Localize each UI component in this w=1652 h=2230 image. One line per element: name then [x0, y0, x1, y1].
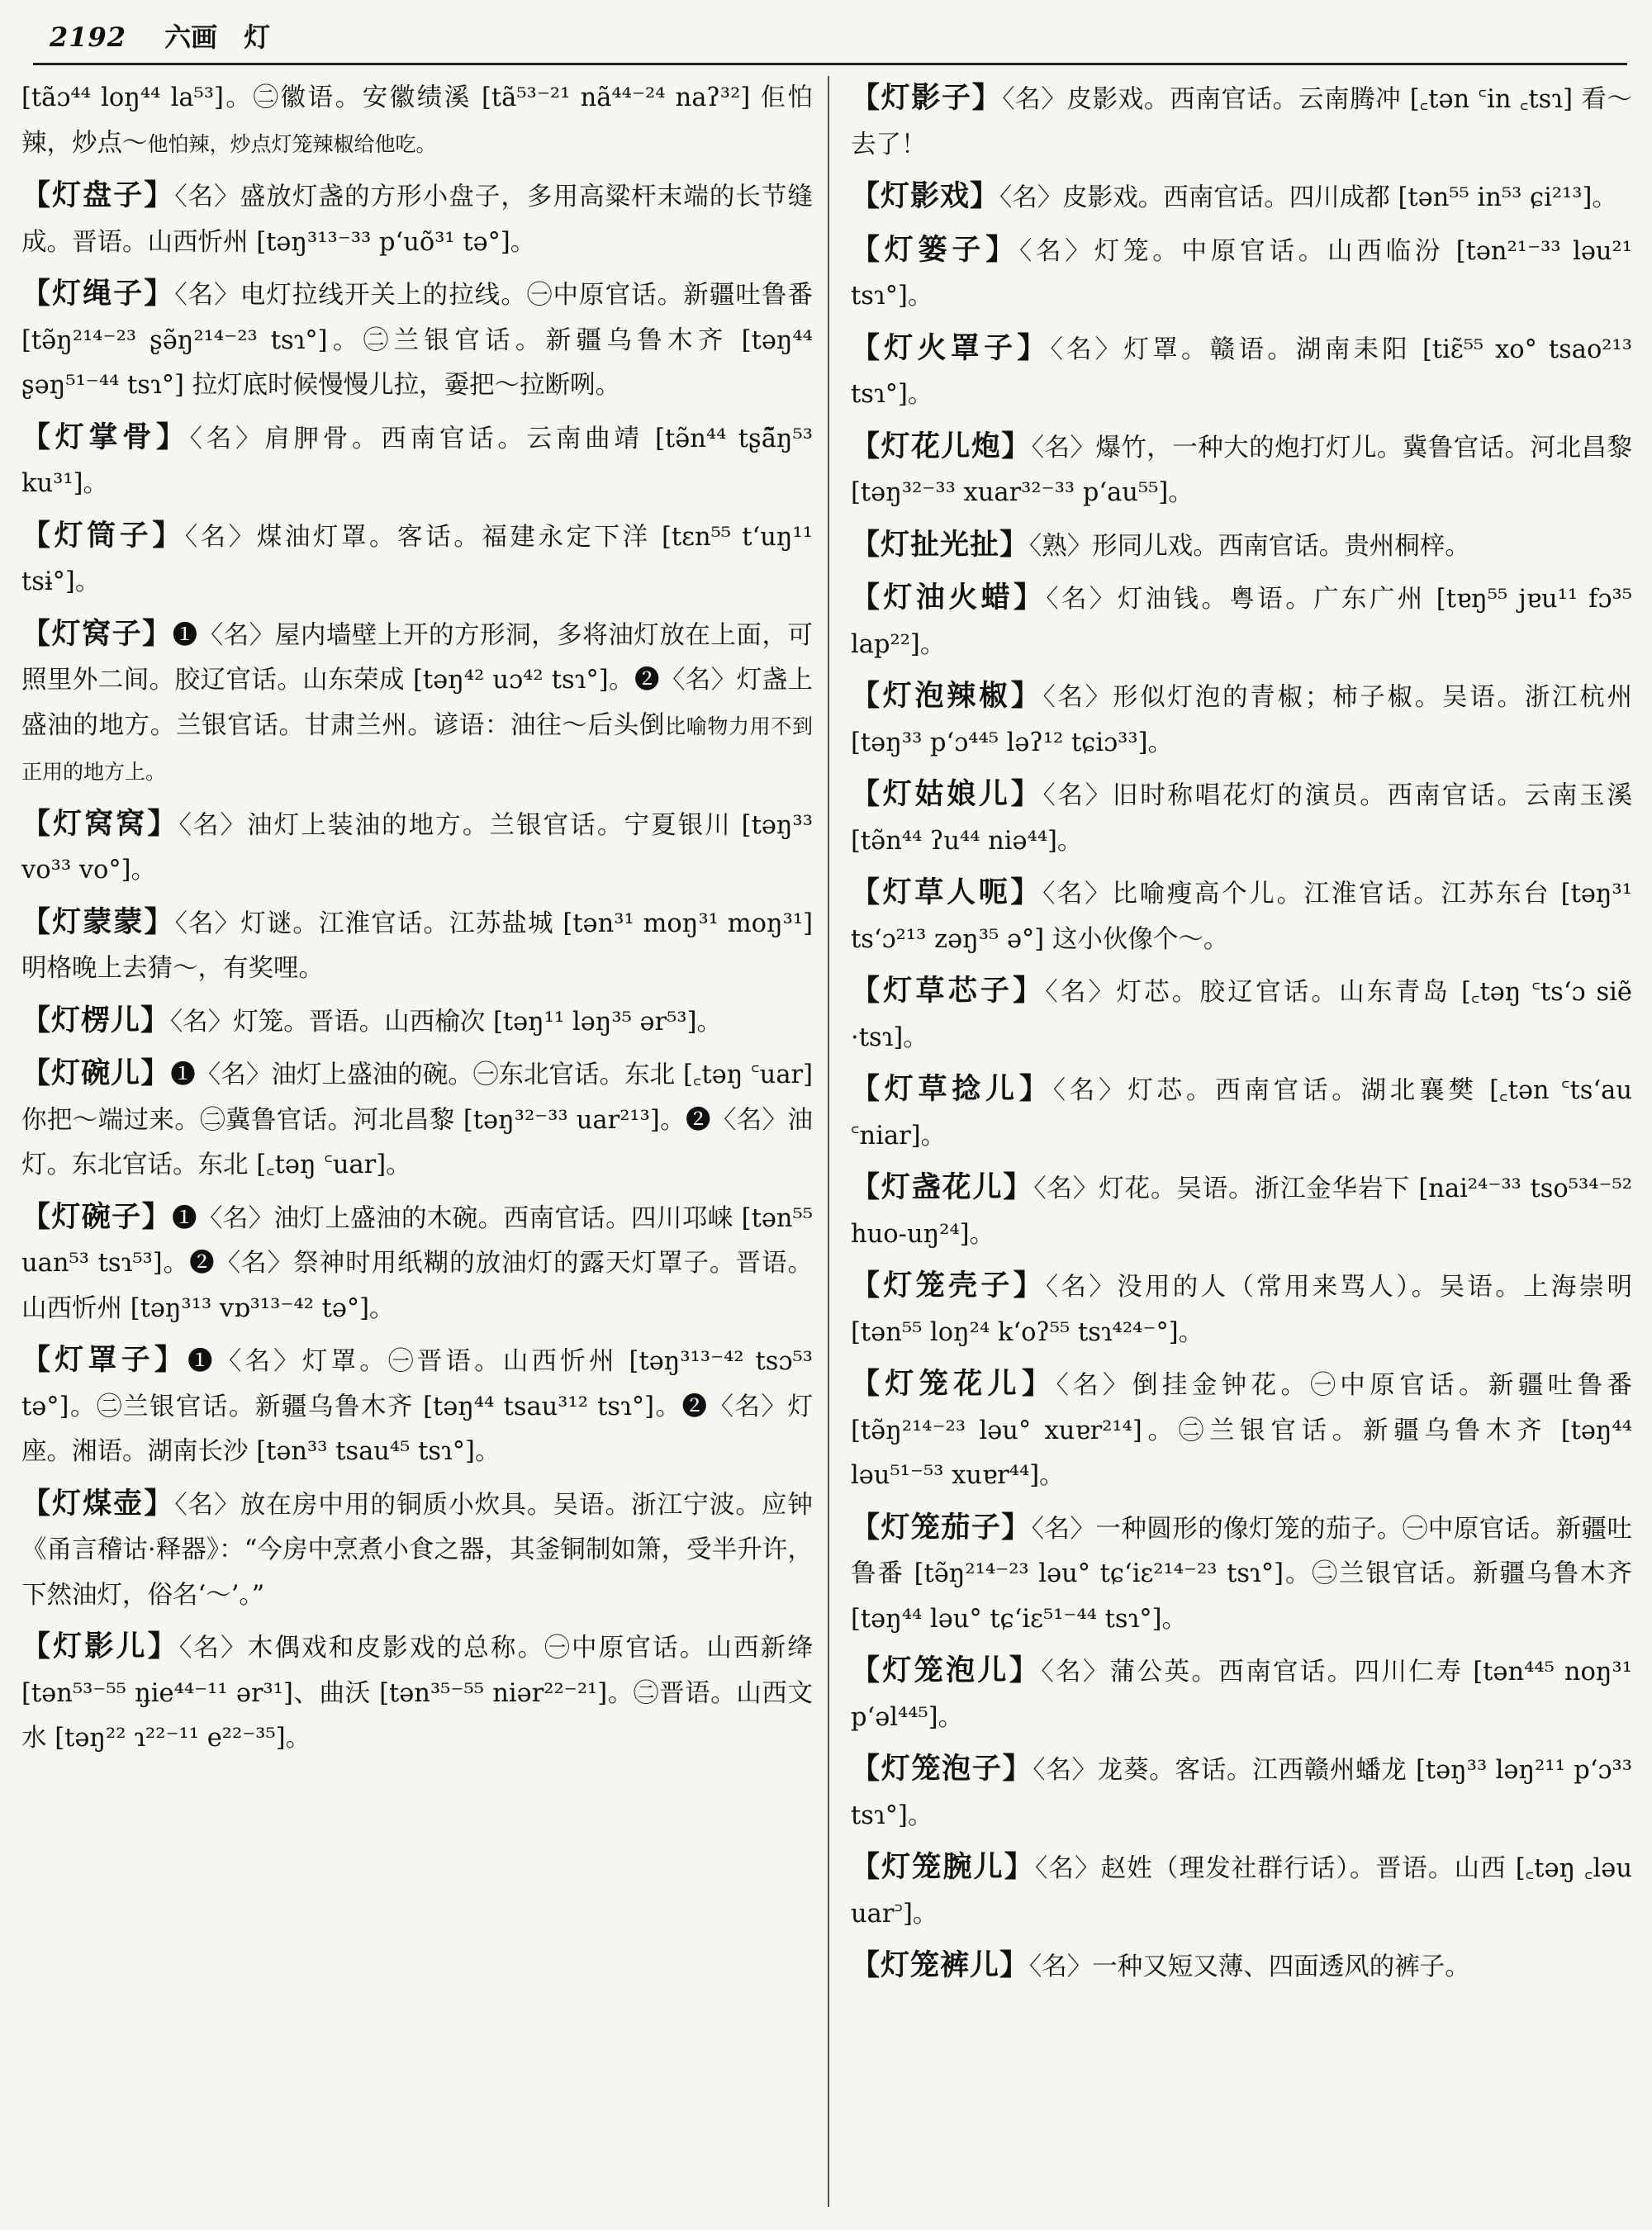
- dictionary-entry: [851, 1506, 1632, 1643]
- dictionary-entry: [851, 1165, 1632, 1257]
- entry-definition: 〈名〉旧时称唱花灯的演员。西南官话。云南玉溪 [tə̃n⁴⁴ ʔu⁴⁴ niə⁴⁴]。: [851, 781, 1632, 856]
- dictionary-entry: [851, 523, 1632, 570]
- entry-headword: 【灯姑娘儿】: [851, 777, 1043, 811]
- dictionary-entry: [21, 514, 813, 605]
- dictionary-entry: [851, 76, 1632, 168]
- dictionary-entry: [21, 1051, 813, 1189]
- entry-headword: 【灯窝子】: [21, 616, 173, 651]
- entry-definition: 〈名〉一种圆形的像灯笼的茄子。㊀中原官话。新疆吐鲁番 [tə̃ŋ²¹⁴⁻²³ ləu° tɕ‘iɛ²¹⁴⁻²³ tsɿ°]。㊁兰银官话。新疆乌鲁木齐 [təŋ⁴⁴ ləu° tɕ‘iɛ⁵¹⁻⁴⁴ tsɿ°]。: [851, 1514, 1632, 1634]
- entry-headword: 【灯笼茄子】: [851, 1510, 1032, 1544]
- dictionary-entry: [851, 228, 1632, 320]
- entry-definition: 〈名〉油灯上装油的地方。兰银官话。宁夏银川 [təŋ³³ vo³³ vo°]。: [21, 810, 813, 885]
- header-rule: [33, 63, 1627, 65]
- entry-headword: 【灯笼泡儿】: [851, 1654, 1042, 1687]
- dictionary-entry: [21, 272, 813, 409]
- entry-headword: 【灯笼泡子】: [851, 1752, 1033, 1786]
- entry-definition: 〈名〉皮影戏。西南官话。四川成都 [tən⁵⁵ in⁵³ ɕi²¹³]。: [999, 183, 1617, 212]
- entry-headword: 【灯笼壳子】: [851, 1269, 1046, 1302]
- dictionary-entry: [851, 1264, 1632, 1355]
- dictionary-entry: [21, 76, 813, 167]
- entry-definition: 〈熟〉形同儿戏。西南官话。贵州桐梓。: [1029, 531, 1470, 561]
- entry-definition: 〈名〉龙葵。客话。江西赣州蟠龙 [təŋ³³ ləŋ²¹¹ p‘ɔ³³ tsɿ°]。: [851, 1756, 1632, 1830]
- dictionary-entry: [851, 1943, 1632, 1990]
- entry-headword: 【灯窝窝】: [21, 806, 179, 841]
- entry-headword: 【灯筒子】: [21, 518, 185, 553]
- entry-example-note: 他怕辣，炒点灯笼辣椒给他吃。: [147, 131, 437, 156]
- dictionary-entry: [21, 802, 813, 894]
- entry-definition: 〈名〉蒲公英。西南官话。四川仁寿 [tən⁴⁴⁵ noŋ³¹ p‘əl⁴⁴⁵]。: [851, 1658, 1632, 1732]
- entry-definition: ❶〈名〉屋内墙壁上开的方形洞，多将油灯放在上面，可照里外二间。胶辽官话。山东荣成 [təŋ⁴² uɔ⁴² tsɿ°]。❷〈名〉灯盏上盛油的地方。兰银官话。甘肃兰州。谚语：油往～后头倒: [21, 620, 813, 740]
- entry-definition: ❶〈名〉油灯上盛油的碗。㊀东北官话。东北 [꜀təŋ ꜂uar] 你把～端过来。㊁冀鲁官话。河北昌黎 [təŋ³²⁻³³ uar²¹³]。❷〈名〉油灯。东北官话。东北 [꜀təŋ ꜂uar]。: [21, 1060, 813, 1179]
- left-column: [21, 76, 813, 2207]
- entry-headword: 【灯扯光扯】: [851, 527, 1030, 562]
- dictionary-entry: [851, 969, 1632, 1060]
- entry-definition: 〈名〉灯油钱。粤语。广东广州 [tɐŋ⁵⁵ jɐu¹¹ fɔ³⁵ lap²²]。: [851, 585, 1632, 659]
- dictionary-entry: [21, 1482, 813, 1619]
- dictionary-entry: [851, 871, 1632, 962]
- dictionary-entry: [851, 674, 1632, 766]
- entry-headword: 【灯花儿炮】: [851, 429, 1032, 463]
- entry-headword: 【灯碗儿】: [21, 1056, 171, 1090]
- entry-headword: 【灯影儿】: [21, 1630, 179, 1663]
- column-divider: [828, 76, 829, 2207]
- dictionary-entry: [851, 1067, 1632, 1159]
- dictionary-entry: [21, 1625, 813, 1762]
- entry-definition: 〈名〉形似灯泡的青椒；柿子椒。吴语。浙江杭州 [təŋ³³ p‘ɔ⁴⁴⁵ ləʔ¹² tɕiɔ³³]。: [851, 683, 1632, 757]
- dictionary-entry: [851, 1845, 1632, 1937]
- entry-headword: 【灯碗子】: [21, 1199, 172, 1234]
- entry-headword: 【灯楞儿】: [21, 1003, 171, 1037]
- entry-example-note: 比喻物力用不到正用的地方上。: [21, 714, 813, 784]
- dictionary-entry: [851, 174, 1632, 221]
- entry-definition: 〈名〉倒挂金钟花。㊀中原官话。新疆吐鲁番 [tə̃ŋ²¹⁴⁻²³ ləu° xuɐr²¹⁴]。㊁兰银官话。新疆乌鲁木齐 [təŋ⁴⁴ ləu⁵¹⁻⁵³ xuɐr⁴⁴]。: [851, 1371, 1632, 1490]
- entry-definition: [tãɔ⁴⁴ loŋ⁴⁴ la⁵³]。㊁徽语。安徽绩溪 [tã⁵³⁻²¹ nã⁴⁴⁻²⁴ naʔ³²] 佢怕辣，炒点～: [21, 83, 813, 158]
- entry-definition: 〈名〉灯芯。胶辽官话。山东青岛 [꜀təŋ ꜂ts‘ɔ siẽ ·tsɿ]。: [851, 978, 1632, 1052]
- entry-headword: 【灯草芯子】: [851, 974, 1046, 1008]
- page-number: 2192: [50, 21, 127, 53]
- entry-definition: 〈名〉没用的人（常用来骂人）。吴语。上海崇明 [tən⁵⁵ loŋ²⁴ k‘oʔ⁵⁵ tsɿ⁴²⁴⁻°]。: [851, 1273, 1632, 1347]
- dictionary-entry: [851, 1362, 1632, 1499]
- dictionary-entry: [851, 1649, 1632, 1740]
- entry-definition: 〈名〉木偶戏和皮影戏的总称。㊀中原官话。山西新绛 [tən⁵³⁻⁵⁵ n̡ie⁴⁴⁻¹¹ ər³¹]、曲沃 [tən³⁵⁻⁵⁵ niər²²⁻²¹]。㊁晋语。山西文水 [təŋ²² ɿ²²⁻¹¹ e²²⁻³⁵]。: [21, 1634, 813, 1753]
- entry-definition: 〈名〉赵姓（理发社群行话）。晋语。山西 [꜀təŋ ꜀ləu uar꜄]。: [851, 1854, 1632, 1929]
- dictionary-entry: [851, 772, 1632, 864]
- entry-headword: 【灯影戏】: [851, 179, 1000, 213]
- right-column: [851, 76, 1632, 2207]
- entry-headword: 【灯蒙蒙】: [21, 904, 175, 939]
- entry-definition: 〈名〉灯花。吴语。浙江金华岩下 [nai²⁴⁻³³ tso⁵³⁴⁻⁵² huo-uŋ²⁴]。: [851, 1174, 1632, 1249]
- entry-definition: 〈名〉电灯拉线开关上的拉线。㊀中原官话。新疆吐鲁番 [tə̃ŋ²¹⁴⁻²³ ʂə̃ŋ²¹⁴⁻²³ tsɿ°]。㊁兰银官话。新疆乌鲁木齐 [təŋ⁴⁴ ʂəŋ⁵¹⁻⁴⁴ tsɿ°] 拉灯底时候慢慢儿拉，嫑把～拉断咧。: [21, 281, 813, 400]
- entry-definition: 〈名〉盛放灯盏的方形小盘子，多用高粱杆末端的长节缝成。晋语。山西忻州 [təŋ³¹³⁻³³ p‘uõ³¹ tə°]。: [21, 183, 813, 257]
- dictionary-entry: [21, 415, 813, 507]
- entry-headword: 【灯草人呃】: [851, 875, 1043, 909]
- entry-headword: 【灯影子】: [851, 81, 1003, 115]
- entry-definition: ❶〈名〉油灯上盛油的木碗。西南官话。四川邛崃 [tən⁵⁵ uan⁵³ tsɿ⁵³]。❷〈名〉祭神时用纸糊的放油灯的露天灯罩子。晋语。山西忻州 [təŋ³¹³ vɒ³¹³⁻⁴² tə°]。: [21, 1203, 813, 1323]
- dictionary-entry: [851, 425, 1632, 516]
- entry-definition: 〈名〉灯笼。晋语。山西榆次 [təŋ¹¹ ləŋ³⁵ ər⁵³]。: [170, 1007, 723, 1037]
- entry-headword: 【灯泡辣椒】: [851, 679, 1043, 713]
- entry-headword: 【灯草捻儿】: [851, 1072, 1053, 1106]
- entry-headword: 【灯盘子】: [21, 178, 175, 212]
- entry-definition: 〈名〉灯谜。江淮官话。江苏盐城 [tən³¹ moŋ³¹ moŋ³¹] 明格晚上去猜～，有奖哩。: [21, 909, 813, 983]
- section-heading: 六画 灯: [164, 21, 271, 53]
- entry-definition: 〈名〉一种又短又薄、四面透风的裤子。: [1029, 1952, 1470, 1981]
- entry-headword: 【灯绳子】: [21, 277, 175, 311]
- entry-headword: 【灯笼花儿】: [851, 1367, 1056, 1401]
- dictionary-entry: [851, 1747, 1632, 1839]
- entry-headword: 【灯掌骨】: [21, 420, 190, 454]
- entry-headword: 【灯煤壶】: [21, 1486, 175, 1521]
- entry-definition: 〈名〉煤油灯罩。客话。福建永定下洋 [tɛn⁵⁵ t‘uŋ¹¹ tsɨ°]。: [21, 522, 813, 596]
- dictionary-entry: [21, 1195, 813, 1332]
- dictionary-entry: [21, 1338, 813, 1475]
- entry-headword: 【灯盏花儿】: [851, 1170, 1034, 1204]
- dictionary-entry: [851, 576, 1632, 667]
- entry-definition: 〈名〉比喻瘦高个儿。江淮官话。江苏东台 [təŋ³¹ ts‘ɔ²¹³ zəŋ³⁵ ə°] 这小伙像个～。: [851, 880, 1632, 954]
- entry-headword: 【灯油火蜡】: [851, 581, 1047, 614]
- entry-definition: 〈名〉灯罩。赣语。湖南耒阳 [tiɛ̃⁵⁵ xo° tsao²¹³ tsɿ°]。: [851, 334, 1632, 409]
- entry-definition: ❶〈名〉灯罩。㊀晋语。山西忻州 [təŋ³¹³⁻⁴² tsɔ⁵³ tə°]。㊁兰银官话。新疆乌鲁木齐 [təŋ⁴⁴ tsau³¹² tsɿ°]。❷〈名〉灯座。湘语。湖南长沙 [tən³³ tsau⁴⁵ tsɿ°]。: [21, 1347, 813, 1466]
- entry-headword: 【灯罩子】: [21, 1343, 188, 1377]
- dictionary-entry: [21, 999, 813, 1046]
- entry-definition: 〈名〉皮影戏。西南官话。云南腾冲 [꜀tən ꜂in ꜀tsɿ] 看～去了！: [851, 85, 1632, 159]
- dictionary-entry: [21, 900, 813, 992]
- page-header: [50, 17, 1627, 59]
- dictionary-entry: [21, 173, 813, 265]
- entry-definition: 〈名〉爆竹，一种大的炮打灯儿。冀鲁官话。河北昌黎 [təŋ³²⁻³³ xuar³²⁻³³ p‘au⁵⁵]。: [851, 433, 1632, 507]
- entry-definition: 〈名〉灯笼。中原官话。山西临汾 [tən²¹⁻³³ ləu²¹ tsɿ°]。: [851, 236, 1632, 311]
- entry-headword: 【灯笼裤儿】: [851, 1948, 1030, 1982]
- dictionary-entry: [851, 326, 1632, 418]
- entry-definition: 〈名〉灯芯。西南官话。湖北襄樊 [꜀tən ꜂ts‘au ꜂niar]。: [851, 1076, 1632, 1151]
- entry-headword: 【灯篓子】: [851, 232, 1019, 267]
- entry-definition: 〈名〉肩胛骨。西南官话。云南曲靖 [tə̃n⁴⁴ tʂã̃ŋ⁵³ ku³¹]。: [21, 424, 813, 498]
- entry-headword: 【灯笼腕儿】: [851, 1850, 1035, 1884]
- entry-headword: 【灯火罩子】: [851, 330, 1051, 365]
- dictionary-entry: [21, 612, 813, 795]
- entry-definition: 〈名〉放在房中用的铜质小炊具。吴语。浙江宁波。应钟《甬言稽诂·释器》：“今房中烹煮小食之器，其釜铜制如箫，受半升许，下然油灯，俗名‘～’。”: [21, 1490, 813, 1610]
